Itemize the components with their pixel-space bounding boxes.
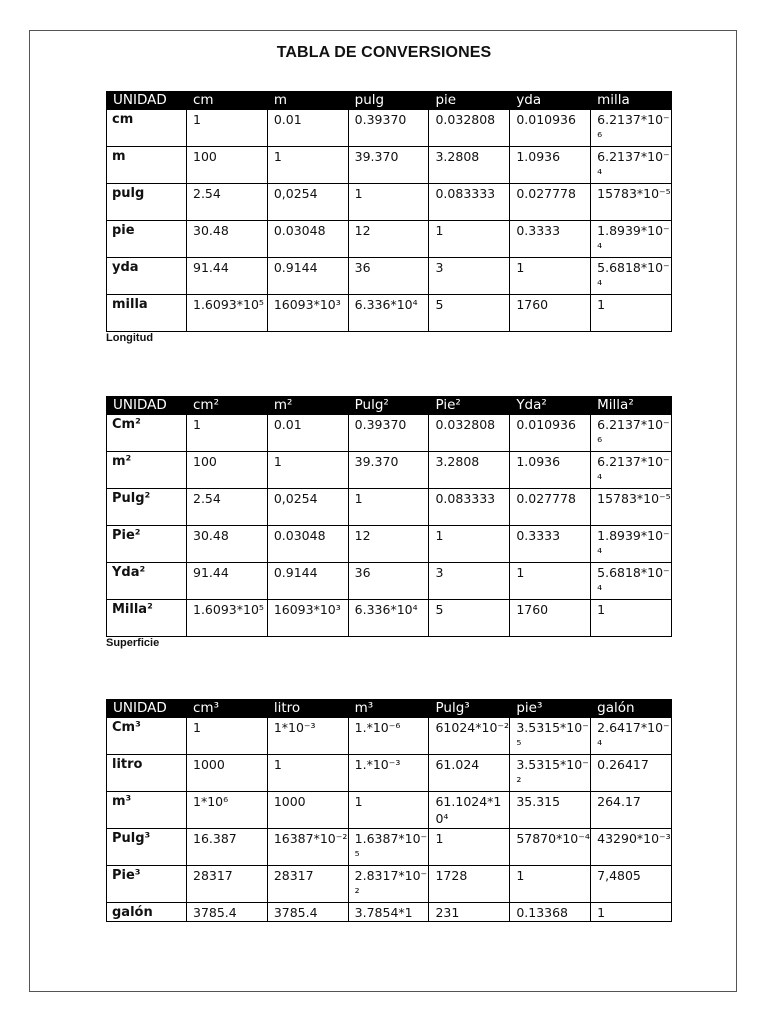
header-row (107, 396, 672, 415)
column-header: Pie² (429, 396, 510, 415)
value-cell: 1.8939*10⁻⁴ (591, 526, 672, 563)
value-cell: 1.6387*10⁻⁵ (348, 829, 429, 866)
value-cell: 5.6818*10⁻⁴ (591, 563, 672, 600)
value-cell: 16093*10³ (267, 600, 348, 637)
row-header-cell: m² (107, 452, 187, 489)
row-header-cell: Pulg² (107, 489, 187, 526)
value-cell: 39.370 (348, 452, 429, 489)
table-row (107, 295, 672, 332)
value-cell: 0.13368 (510, 903, 591, 922)
table-row (107, 110, 672, 147)
value-cell: 2.54 (187, 489, 268, 526)
row-header-cell: milla (107, 295, 187, 332)
table-row (107, 258, 672, 295)
table-row (107, 526, 672, 563)
value-cell: 100 (187, 452, 268, 489)
table-row (107, 184, 672, 221)
table-row (107, 903, 672, 922)
value-cell: 6.2137*10⁻⁴ (591, 452, 672, 489)
value-cell: 1.0936 (510, 147, 591, 184)
table-row (107, 415, 672, 452)
column-header: Pulg³ (429, 699, 510, 718)
value-cell: 1 (591, 903, 672, 922)
header-row (107, 699, 672, 718)
value-cell: 1 (267, 452, 348, 489)
value-cell: 0.032808 (429, 415, 510, 452)
column-header: m (267, 91, 348, 110)
value-cell: 1*10⁶ (187, 792, 268, 829)
length-caption: Longitud (106, 332, 154, 344)
value-cell: 3.5315*10⁻⁵ (510, 718, 591, 755)
value-cell: 91.44 (187, 258, 268, 295)
value-cell: 1 (591, 295, 672, 332)
row-header-cell: galón (107, 903, 187, 922)
table-row (107, 147, 672, 184)
value-cell: 91.44 (187, 563, 268, 600)
value-cell: 264.17 (591, 792, 672, 829)
value-cell: 36 (348, 563, 429, 600)
row-header-cell: pulg (107, 184, 187, 221)
value-cell: 1.6093*10⁵ (187, 600, 268, 637)
value-cell: 6.2137*10⁻⁶ (591, 415, 672, 452)
value-cell: 1 (510, 866, 591, 903)
value-cell: 3785.4 (267, 903, 348, 922)
row-header-cell: Cm² (107, 415, 187, 452)
row-header-cell: pie (107, 221, 187, 258)
value-cell: 36 (348, 258, 429, 295)
volume-table (106, 699, 672, 922)
value-cell: 0.3333 (510, 526, 591, 563)
row-header-cell: Cm³ (107, 718, 187, 755)
value-cell: 3.2808 (429, 147, 510, 184)
value-cell: 15783*10⁻⁵ (591, 489, 672, 526)
value-cell: 3785.4 (187, 903, 268, 922)
value-cell: 3 (429, 258, 510, 295)
value-cell: 61.024 (429, 755, 510, 792)
row-header-cell: Yda² (107, 563, 187, 600)
value-cell: 1 (348, 792, 429, 829)
value-cell: 2.6417*10⁻⁴ (591, 718, 672, 755)
column-header: galón (591, 699, 672, 718)
value-cell: 0.03048 (267, 526, 348, 563)
value-cell: 1728 (429, 866, 510, 903)
value-cell: 39.370 (348, 147, 429, 184)
area-caption: Superficie (106, 637, 160, 649)
value-cell: 35.315 (510, 792, 591, 829)
value-cell: 0.03048 (267, 221, 348, 258)
value-cell: 1.0936 (510, 452, 591, 489)
row-header-cell: yda (107, 258, 187, 295)
column-header: Yda² (510, 396, 591, 415)
value-cell: 28317 (187, 866, 268, 903)
value-cell: 16093*10³ (267, 295, 348, 332)
value-cell: 12 (348, 526, 429, 563)
value-cell: 0.3333 (510, 221, 591, 258)
value-cell: 100 (187, 147, 268, 184)
value-cell: 1760 (510, 295, 591, 332)
row-header-cell: Pie² (107, 526, 187, 563)
value-cell: 0,0254 (267, 489, 348, 526)
value-cell: 1760 (510, 600, 591, 637)
value-cell: 0.01 (267, 415, 348, 452)
value-cell: 2.8317*10⁻² (348, 866, 429, 903)
column-header: UNIDAD (107, 396, 187, 415)
value-cell: 1000 (267, 792, 348, 829)
row-header-cell: cm (107, 110, 187, 147)
column-header: cm² (187, 396, 268, 415)
column-header: pie (429, 91, 510, 110)
row-header-cell: litro (107, 755, 187, 792)
value-cell: 61.1024*10⁴ (429, 792, 510, 829)
column-header: cm (187, 91, 268, 110)
value-cell: 3 (429, 563, 510, 600)
value-cell: 0.083333 (429, 184, 510, 221)
value-cell: 0.027778 (510, 489, 591, 526)
value-cell: 1 (429, 526, 510, 563)
column-header: cm³ (187, 699, 268, 718)
value-cell: 0.01 (267, 110, 348, 147)
column-header: pie³ (510, 699, 591, 718)
value-cell: 30.48 (187, 526, 268, 563)
table-row (107, 489, 672, 526)
value-cell: 1 (187, 718, 268, 755)
value-cell: 231 (429, 903, 510, 922)
value-cell: 0.083333 (429, 489, 510, 526)
value-cell: 1 (429, 221, 510, 258)
table-row (107, 755, 672, 792)
column-header: Milla² (591, 396, 672, 415)
value-cell: 6.336*10⁴ (348, 295, 429, 332)
value-cell: 1 (187, 415, 268, 452)
row-header-cell: Pie³ (107, 866, 187, 903)
column-header: milla (591, 91, 672, 110)
value-cell: 1.6093*10⁵ (187, 295, 268, 332)
value-cell: 3.2808 (429, 452, 510, 489)
value-cell: 6.2137*10⁻⁶ (591, 110, 672, 147)
value-cell: 0.010936 (510, 415, 591, 452)
value-cell: 1.*10⁻³ (348, 755, 429, 792)
area-table (106, 396, 672, 637)
value-cell: 5.6818*10⁻⁴ (591, 258, 672, 295)
value-cell: 57870*10⁻⁴ (510, 829, 591, 866)
value-cell: 1 (187, 110, 268, 147)
column-header: m² (267, 396, 348, 415)
table-row (107, 452, 672, 489)
column-header: litro (267, 699, 348, 718)
value-cell: 0.032808 (429, 110, 510, 147)
value-cell: 1 (348, 489, 429, 526)
row-header-cell: Pulg³ (107, 829, 187, 866)
value-cell: 1 (267, 147, 348, 184)
header-row (107, 91, 672, 110)
value-cell: 43290*10⁻³ (591, 829, 672, 866)
value-cell: 15783*10⁻⁵ (591, 184, 672, 221)
column-header: UNIDAD (107, 699, 187, 718)
column-header: yda (510, 91, 591, 110)
value-cell: 6.336*10⁴ (348, 600, 429, 637)
column-header: UNIDAD (107, 91, 187, 110)
row-header-cell: Milla² (107, 600, 187, 637)
table-row (107, 221, 672, 258)
value-cell: 5 (429, 295, 510, 332)
value-cell: 1 (267, 755, 348, 792)
value-cell: 3.7854*1 (348, 903, 429, 922)
value-cell: 0.39370 (348, 110, 429, 147)
value-cell: 1 (348, 184, 429, 221)
value-cell: 28317 (267, 866, 348, 903)
value-cell: 2.54 (187, 184, 268, 221)
row-header-cell: m (107, 147, 187, 184)
table-row (107, 600, 672, 637)
value-cell: 0,0254 (267, 184, 348, 221)
length-table (106, 91, 672, 332)
value-cell: 0.010936 (510, 110, 591, 147)
column-header: pulg (348, 91, 429, 110)
value-cell: 0.9144 (267, 258, 348, 295)
value-cell: 1.8939*10⁻⁴ (591, 221, 672, 258)
value-cell: 12 (348, 221, 429, 258)
table-row (107, 792, 672, 829)
value-cell: 7,4805 (591, 866, 672, 903)
value-cell: 61024*10⁻² (429, 718, 510, 755)
column-header: Pulg² (348, 396, 429, 415)
table-row (107, 829, 672, 866)
page-title: TABLA DE CONVERSIONES (276, 44, 492, 61)
value-cell: 1.*10⁻⁶ (348, 718, 429, 755)
value-cell: 1 (510, 563, 591, 600)
value-cell: 30.48 (187, 221, 268, 258)
value-cell: 0.26417 (591, 755, 672, 792)
table-row (107, 563, 672, 600)
value-cell: 0.9144 (267, 563, 348, 600)
value-cell: 1000 (187, 755, 268, 792)
value-cell: 0.027778 (510, 184, 591, 221)
column-header: m³ (348, 699, 429, 718)
value-cell: 1 (591, 600, 672, 637)
value-cell: 1 (510, 258, 591, 295)
value-cell: 1*10⁻³ (267, 718, 348, 755)
value-cell: 1 (429, 829, 510, 866)
row-header-cell: m³ (107, 792, 187, 829)
value-cell: 16387*10⁻² (267, 829, 348, 866)
table-row (107, 718, 672, 755)
table-row (107, 866, 672, 903)
value-cell: 5 (429, 600, 510, 637)
value-cell: 16.387 (187, 829, 268, 866)
value-cell: 0.39370 (348, 415, 429, 452)
value-cell: 6.2137*10⁻⁴ (591, 147, 672, 184)
value-cell: 3.5315*10⁻² (510, 755, 591, 792)
